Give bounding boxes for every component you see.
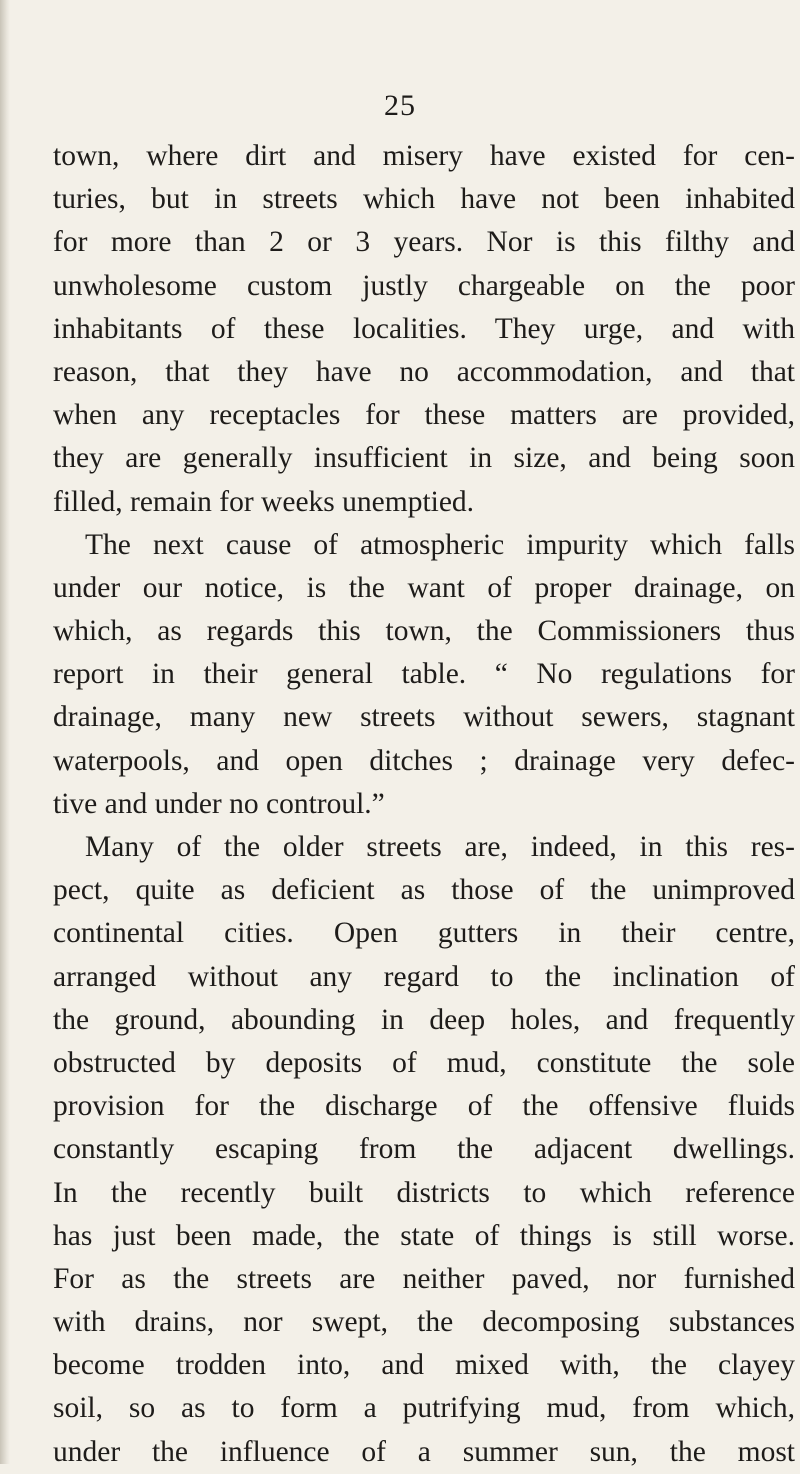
text-line: inhabitants of these localities. They urge, and with bbox=[53, 312, 795, 345]
text-line: provision for the discharge of the offensive fluids bbox=[53, 1090, 795, 1123]
text-line: has just been made, the state of things is still worse. bbox=[53, 1219, 795, 1252]
text-line: turies, but in streets which have not been inhabited bbox=[53, 183, 795, 216]
text-line: soil, so as to form a putrifying mud, from which, bbox=[53, 1392, 795, 1425]
binding-shadow bbox=[0, 0, 10, 1464]
text-line: which, as regards this town, the Commissioners thus bbox=[53, 615, 795, 648]
text-line: waterpools, and open ditches ; drainage very defec- bbox=[53, 744, 795, 777]
text-line: Many of the older streets are, indeed, in this res- bbox=[85, 831, 795, 863]
text-line: when any receptacles for these matters are provided, bbox=[53, 399, 795, 432]
text-line: drainage, many new streets without sewers, stagnant bbox=[53, 701, 795, 734]
body-text bbox=[53, 135, 795, 1474]
text-line: for more than 2 or 3 years. Nor is this filthy and bbox=[53, 226, 795, 259]
text-line: For as the streets are neither paved, nor furnished bbox=[53, 1262, 795, 1295]
text-line: reason, that they have no accommodation, and that bbox=[53, 355, 795, 388]
text-line: under the influence of a summer sun, the most bbox=[53, 1435, 795, 1468]
text-line: town, where dirt and misery have existed for cen- bbox=[53, 140, 795, 172]
page-number: 25 bbox=[384, 89, 416, 122]
text-line: constantly escaping from the adjacent dwellings. bbox=[53, 1133, 795, 1166]
text-line: with drains, nor swept, the decomposing substances bbox=[53, 1306, 795, 1339]
text-line: tive and under no controul.” bbox=[53, 787, 385, 820]
text-line: In the recently built districts to which reference bbox=[53, 1176, 795, 1209]
text-line: pect, quite as deficient as those of the unimproved bbox=[53, 874, 795, 907]
text-line: unwholesome custom justly chargeable on the poor bbox=[53, 269, 795, 302]
text-line: under our notice, is the want of proper drainage, on bbox=[53, 571, 795, 604]
text-line: arranged without any regard to the inclination of bbox=[53, 960, 795, 993]
text-line: the ground, abounding in deep holes, and frequently bbox=[53, 1003, 795, 1036]
text-line: report in their general table. “ No regulations for bbox=[53, 658, 795, 691]
text-line: filled, remain for weeks unemptied. bbox=[53, 485, 475, 518]
text-line: become trodden into, and mixed with, the clayey bbox=[53, 1349, 795, 1382]
text-line: continental cities. Open gutters in their centre, bbox=[53, 917, 795, 950]
text-line: obstructed by deposits of mud, constitute the sole bbox=[53, 1046, 795, 1079]
text-line: The next cause of atmospheric impurity which falls bbox=[85, 528, 795, 561]
text-line: they are generally insufficient in size, and being soon bbox=[53, 442, 795, 475]
